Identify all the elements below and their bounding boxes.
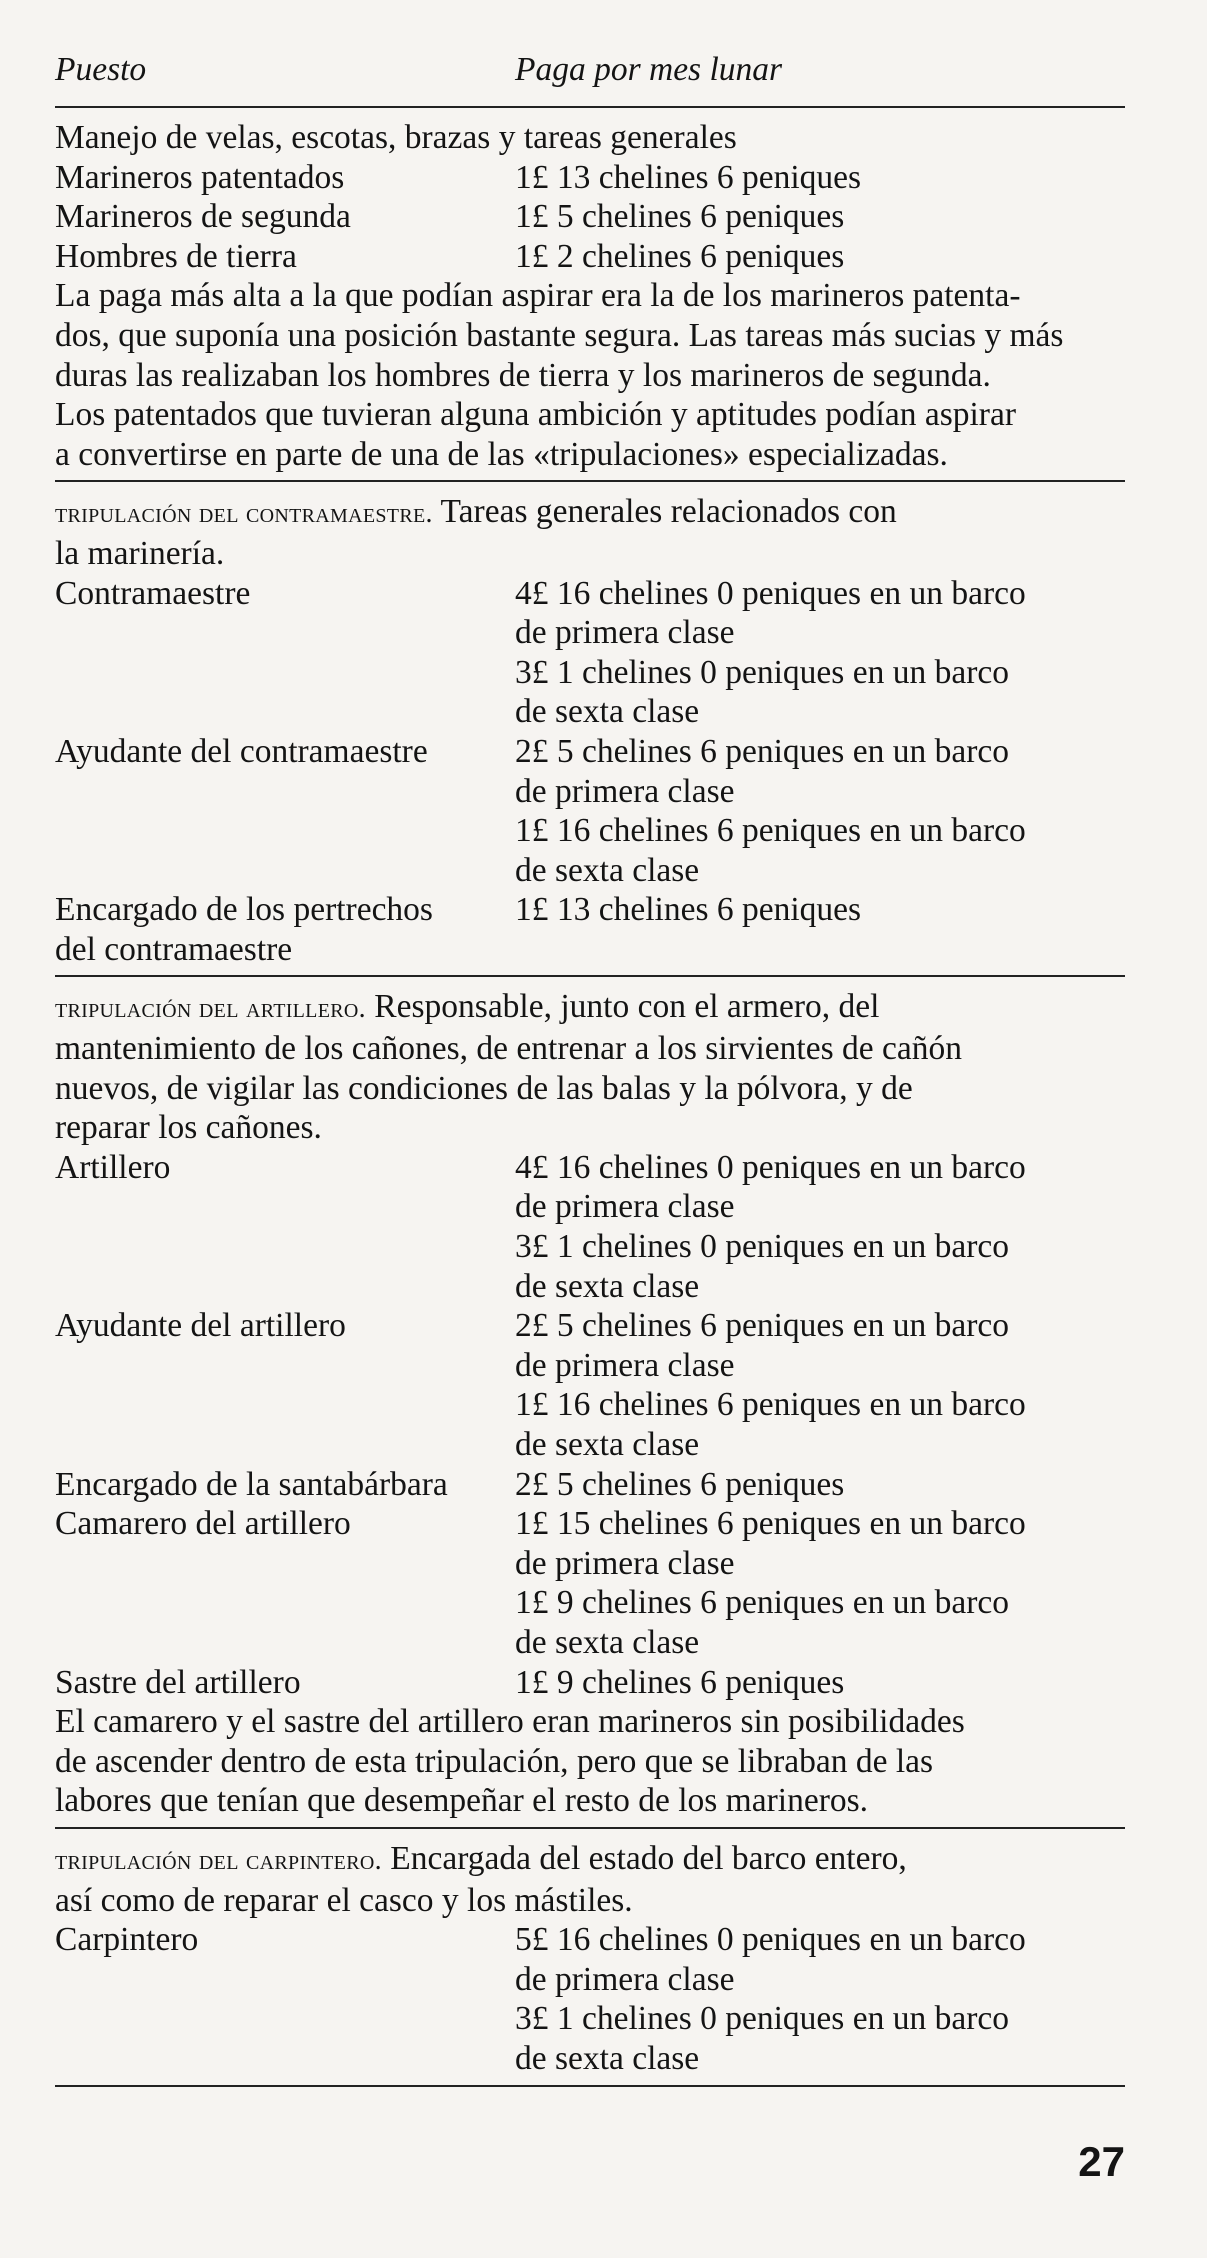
puesto-cell: Ayudante del contramaestre <box>55 732 428 770</box>
puesto-cell: Hombres de tierra <box>55 237 297 275</box>
pay-cell: 1£ 13 chelines 6 peniques <box>515 891 862 929</box>
page-number: 27 <box>1078 2138 1125 2185</box>
divider <box>55 1827 1125 1829</box>
paragraph-line: a convertirse en parte de una de las «tripulaciones» especializadas. <box>55 435 948 473</box>
paragraph-line: El camarero y el sastre del artillero eran marineros sin posibilidades <box>55 1703 965 1741</box>
paragraph-line: de ascender dentro de esta tripulación, pero que se libraban de las <box>55 1742 934 1780</box>
pay-cell: 1£ 5 chelines 6 peniques <box>515 198 845 236</box>
section-desc: Tareas generales relacionados con <box>432 493 897 531</box>
section-desc: así como de reparar el casco y los mástiles. <box>55 1881 633 1919</box>
section-desc: nuevos, de vigilar las condiciones de las balas y la pólvora, y de <box>55 1069 913 1107</box>
header-puesto: Puesto <box>55 51 147 88</box>
table-row <box>55 1306 1125 1464</box>
section-general <box>55 118 1125 474</box>
table-row <box>55 1920 1125 2078</box>
pay-cell: 4£ 16 chelines 0 peniques en un barco de primera clase 3£ 1 chelines 0 peniques en un barco de sexta clase <box>515 1148 1026 1305</box>
section-heading: Manejo de velas, escotas, brazas y tareas generales <box>55 119 737 156</box>
pay-cell: 1£ 9 chelines 6 peniques <box>515 1663 845 1701</box>
table-row <box>55 158 1125 198</box>
paragraph-line: dos, que suponía una posición bastante segura. Las tareas más sucias y más <box>55 316 1064 354</box>
puesto-cell: Ayudante del artillero <box>55 1307 346 1345</box>
table-row <box>55 890 1125 969</box>
table-row <box>55 1465 1125 1505</box>
puesto-cell: Camarero del artillero <box>55 1505 351 1543</box>
table-header <box>55 40 1125 100</box>
paragraph-line: duras las realizaban los hombres de tierra y los marineros de segunda. <box>55 356 991 394</box>
table-row <box>55 197 1125 237</box>
table-row <box>55 1504 1125 1662</box>
section-title: tripulación del contramaestre. <box>55 498 433 530</box>
puesto-cell: Sastre del artillero <box>55 1663 301 1701</box>
divider <box>55 975 1125 977</box>
section-contramaestre <box>55 492 1125 969</box>
section-intro <box>55 987 1125 1029</box>
section-intro <box>55 492 1125 534</box>
pay-cell: 1£ 15 chelines 6 peniques en un barco de primera clase 1£ 9 chelines 6 peniques en un barco de sexta clase <box>515 1505 1026 1661</box>
puesto-cell: Contramaestre <box>55 574 251 612</box>
pay-cell: 1£ 13 chelines 6 peniques <box>515 158 862 196</box>
divider <box>55 106 1125 108</box>
section-intro <box>55 1839 1125 1881</box>
pay-cell: 5£ 16 chelines 0 peniques en un barco de primera clase 3£ 1 chelines 0 peniques en un barco de sexta clase <box>515 1921 1026 2077</box>
pay-cell: 1£ 2 chelines 6 peniques <box>515 237 845 275</box>
puesto-cell: Marineros patentados <box>55 158 345 196</box>
table-row <box>55 732 1125 890</box>
puesto-cell: Encargado de los pertrechos del contramaestre <box>55 891 433 968</box>
puesto-cell: Encargado de la santabárbara <box>55 1465 448 1503</box>
paragraph-line: La paga más alta a la que podían aspirar era la de los marineros patenta- <box>55 277 1021 315</box>
table-row <box>55 237 1125 277</box>
pay-cell: 2£ 5 chelines 6 peniques <box>515 1465 845 1503</box>
paragraph-line: Los patentados que tuvieran alguna ambición y aptitudes podían aspirar <box>55 396 1016 434</box>
puesto-cell: Carpintero <box>55 1921 199 1959</box>
section-title: tripulación del artillero. <box>55 993 366 1025</box>
paragraph-line: labores que tenían que desempeñar el resto de los marineros. <box>55 1782 869 1820</box>
section-desc: mantenimiento de los cañones, de entrenar a los sirvientes de cañón <box>55 1030 962 1068</box>
table-row <box>55 1663 1125 1703</box>
section-desc: Encargada del estado del barco entero, <box>381 1839 907 1877</box>
puesto-cell: Marineros de segunda <box>55 198 351 236</box>
section-title: tripulación del carpintero. <box>55 1844 382 1876</box>
table-row <box>55 574 1125 732</box>
section-carpintero <box>55 1839 1125 2079</box>
section-desc: Responsable, junto con el armero, del <box>365 988 880 1026</box>
pay-cell: 2£ 5 chelines 6 peniques en un barco de primera clase 1£ 16 chelines 6 peniques en un barco de sexta clase <box>515 1307 1026 1463</box>
puesto-cell: Artillero <box>55 1148 171 1186</box>
pay-cell: 4£ 16 chelines 0 peniques en un barco de primera clase 3£ 1 chelines 0 peniques en un barco de sexta clase <box>515 574 1026 731</box>
header-paga: Paga por mes lunar <box>515 51 783 88</box>
section-artillero <box>55 987 1125 1820</box>
pay-cell: 2£ 5 chelines 6 peniques en un barco de primera clase 1£ 16 chelines 6 peniques en un barco de sexta clase <box>515 732 1026 889</box>
table-row <box>55 1148 1125 1306</box>
divider <box>55 480 1125 482</box>
page-content <box>55 40 1125 2097</box>
divider <box>55 2085 1125 2087</box>
section-desc: reparar los cañones. <box>55 1109 322 1147</box>
section-desc: la marinería. <box>55 534 225 572</box>
